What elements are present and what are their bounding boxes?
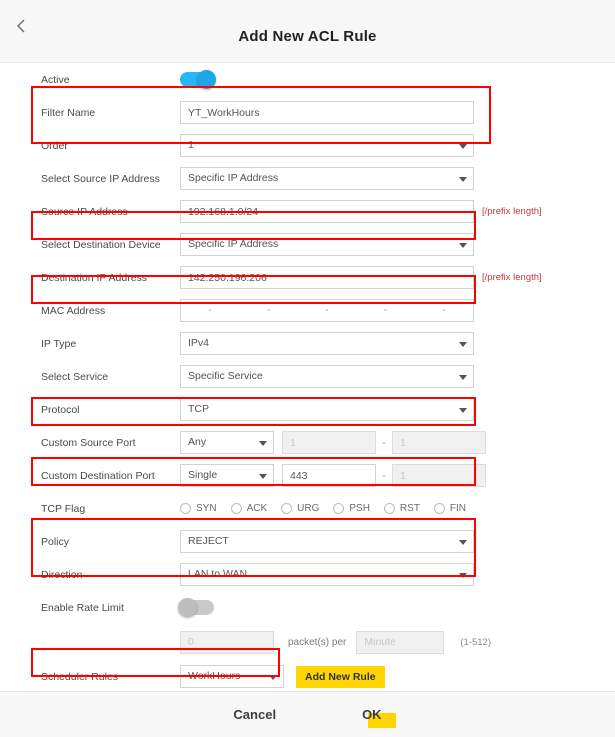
page-title: Add New ACL Rule [238, 28, 377, 45]
chevron-down-icon [269, 675, 277, 680]
direction-select[interactable] [180, 563, 474, 586]
ip-type-select[interactable] [180, 332, 474, 355]
row-select-service [0, 360, 615, 393]
source-ip-suffix: [/prefix length] [482, 206, 542, 217]
row-rate-limit-values [0, 624, 615, 660]
form-footer [0, 691, 615, 737]
tcp-flag-label: TCP Flag [41, 502, 86, 515]
destination-ip-suffix: [/prefix length] [482, 272, 542, 283]
custom-source-port-separator: - [382, 436, 386, 449]
filter-name-input[interactable] [180, 101, 474, 124]
add-new-rule-button[interactable]: Add New Rule [296, 666, 385, 688]
rate-limit-hint: (1-512) [460, 636, 491, 648]
row-active [0, 63, 615, 96]
mac-address-label: MAC Address [41, 304, 106, 317]
custom-destination-port-separator: - [382, 469, 386, 482]
tcp-flag-option[interactable] [434, 503, 466, 514]
select-source-ip-select[interactable] [180, 167, 474, 190]
policy-select[interactable] [180, 530, 474, 553]
mac-address-input-group[interactable] [180, 299, 474, 322]
chevron-down-icon [259, 474, 267, 479]
tcp-flag-option-label: PSH [349, 503, 370, 514]
select-service-label: Select Service [41, 370, 109, 383]
ip-type-label: IP Type [41, 337, 77, 350]
tcp-flag-option[interactable] [281, 503, 319, 514]
rate-limit-unit-select[interactable] [356, 631, 444, 654]
tcp-flag-option[interactable] [384, 503, 420, 514]
radio-icon [333, 503, 344, 514]
scheduler-rules-value: WorkHours [188, 670, 241, 682]
row-select-destination-device [0, 228, 615, 261]
tcp-flag-option[interactable] [333, 503, 370, 514]
protocol-label: Protocol [41, 403, 80, 416]
active-toggle[interactable] [180, 72, 214, 87]
row-mac-address [0, 294, 615, 327]
custom-destination-port-mode-select[interactable] [180, 464, 274, 487]
select-source-ip-value: Specific IP Address [188, 172, 279, 184]
custom-destination-port-to-input[interactable] [392, 464, 486, 487]
direction-label: Direction [41, 568, 83, 581]
chevron-down-icon [459, 540, 467, 545]
tcp-flag-option-label: RST [399, 503, 420, 514]
select-destination-device-value: Specific IP Address [188, 238, 279, 250]
ok-button-wrap [356, 705, 388, 724]
tcp-flag-option[interactable] [231, 503, 268, 514]
row-protocol [0, 393, 615, 426]
mac-separator: - [266, 305, 271, 316]
row-source-ip [0, 195, 615, 228]
policy-value: REJECT [188, 535, 229, 547]
rate-limit-middle-text: packet(s) per [288, 636, 347, 648]
row-custom-destination-port [0, 459, 615, 492]
chevron-down-icon [459, 573, 467, 578]
policy-label: Policy [41, 535, 70, 548]
radio-icon [384, 503, 395, 514]
rate-limit-unit-value: Minute [364, 635, 396, 648]
custom-source-port-label: Custom Source Port [41, 436, 136, 449]
row-policy [0, 525, 615, 558]
select-destination-device-select[interactable] [180, 233, 474, 256]
custom-destination-port-label: Custom Destination Port [41, 469, 155, 482]
custom-source-port-mode-select[interactable] [180, 431, 274, 454]
mac-separator: - [325, 305, 329, 316]
scheduler-rules-label: Scheduler Rules [41, 670, 119, 683]
row-ip-type [0, 327, 615, 360]
order-value: 1 [188, 139, 194, 151]
chevron-down-icon [459, 408, 467, 413]
protocol-select[interactable] [180, 398, 474, 421]
source-ip-label: Source IP Address [41, 205, 128, 218]
chevron-down-icon [259, 441, 267, 446]
rate-limit-amount-input[interactable] [180, 631, 274, 654]
chevron-down-icon [459, 375, 467, 380]
chevron-down-icon [459, 243, 467, 248]
enable-rate-limit-label: Enable Rate Limit [41, 601, 124, 614]
destination-ip-label: Destination IP Address [41, 271, 148, 284]
radio-icon [281, 503, 292, 514]
chevron-down-icon [459, 342, 467, 347]
scheduler-rules-select[interactable] [180, 665, 284, 688]
tcp-flag-option-label: SYN [196, 503, 217, 514]
row-order [0, 129, 615, 162]
row-custom-source-port [0, 426, 615, 459]
radio-icon [231, 503, 242, 514]
ok-button[interactable]: OK [356, 705, 388, 724]
mac-separator: - [383, 305, 388, 316]
mac-separator: - [442, 305, 446, 316]
cancel-button[interactable]: Cancel [227, 705, 282, 724]
direction-value: LAN to WAN [188, 568, 248, 580]
chevron-down-icon [459, 177, 467, 182]
protocol-value: TCP [188, 403, 209, 415]
row-scheduler-rules [0, 660, 615, 693]
row-tcp-flag [0, 492, 615, 525]
chevron-down-icon [459, 144, 467, 149]
select-destination-device-label: Select Destination Device [41, 238, 161, 251]
source-ip-input[interactable] [180, 200, 474, 223]
acl-rule-form [0, 62, 615, 693]
order-select[interactable] [180, 134, 474, 157]
radio-icon [434, 503, 445, 514]
mac-separator: - [208, 305, 212, 316]
active-label: Active [41, 73, 70, 86]
order-label: Order [41, 139, 68, 152]
ip-type-value: IPv4 [188, 337, 210, 349]
tcp-flag-option-label: URG [297, 503, 320, 514]
row-destination-ip [0, 261, 615, 294]
custom-destination-port-from-input[interactable] [282, 464, 376, 487]
filter-name-label: Filter Name [41, 106, 96, 119]
row-direction [0, 558, 615, 591]
enable-rate-limit-toggle[interactable] [180, 600, 214, 615]
page-header [0, 0, 615, 62]
custom-destination-port-mode-value: Single [188, 469, 218, 481]
custom-source-port-mode-value: Any [188, 436, 207, 448]
tcp-flag-radio-group [180, 503, 466, 514]
custom-source-port-from-input[interactable] [282, 431, 376, 454]
radio-icon [180, 503, 191, 514]
select-service-value: Specific Service [188, 370, 263, 382]
row-select-source-ip [0, 162, 615, 195]
custom-source-port-to-input[interactable] [392, 431, 486, 454]
row-enable-rate-limit [0, 591, 615, 624]
row-filter-name [0, 96, 615, 129]
tcp-flag-option[interactable] [180, 503, 217, 514]
destination-ip-input[interactable] [180, 266, 474, 289]
tcp-flag-option-label: FIN [449, 503, 467, 514]
select-source-ip-label: Select Source IP Address [41, 172, 160, 185]
select-service-select[interactable] [180, 365, 474, 388]
tcp-flag-option-label: ACK [246, 503, 268, 514]
